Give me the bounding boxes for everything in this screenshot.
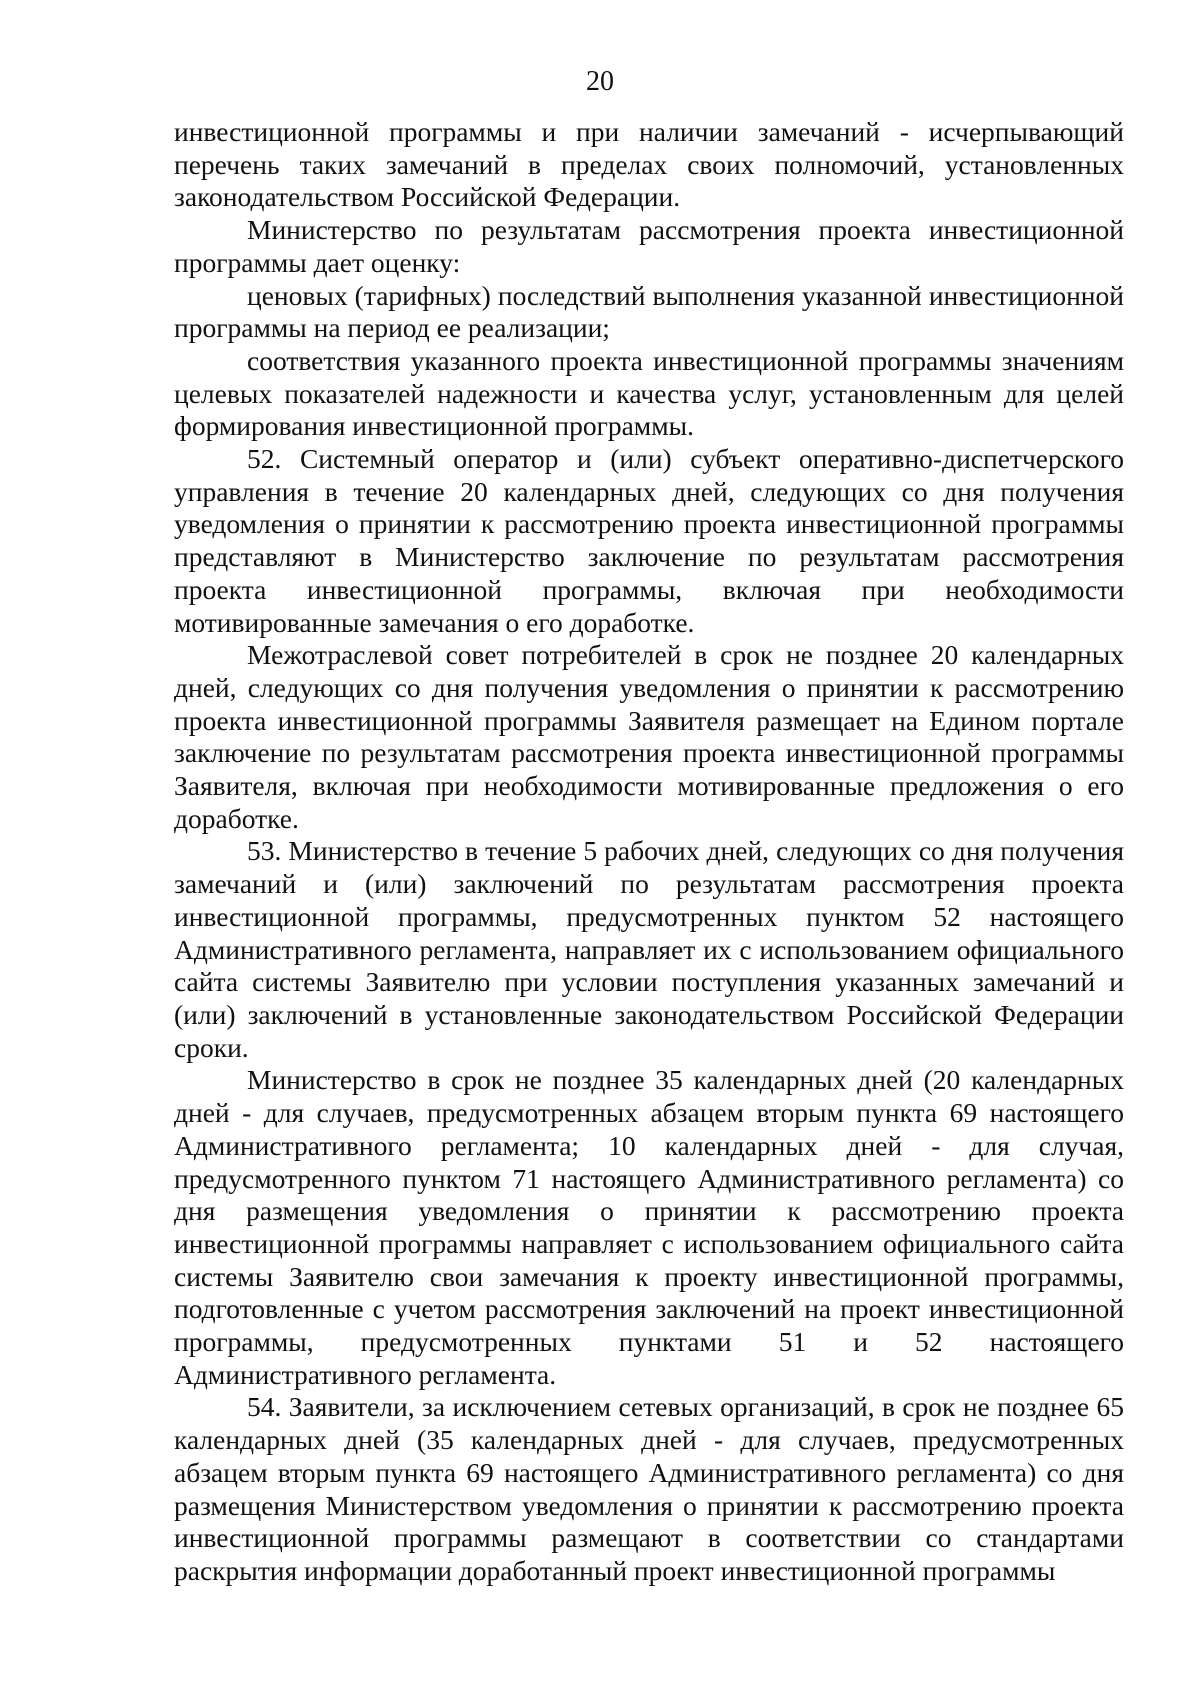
paragraph: соответствия указанного проекта инвестиционной программы значениям целевых показателей надежности и качества услуг, установленным для целей формирования инвестиционной программы. <box>174 344 1124 442</box>
paragraph: Межотраслевой совет потребителей в срок не позднее 20 календарных дней, следующих со дня получения уведомления о принятии к рассмотрению проекта инвестиционной программы Заявителя размещает на Едином портале заключение по результатам рассмотрения проекта инвестиционной программы Заявителя, включая при необходимости мотивированные предложения о его доработке. <box>174 639 1124 834</box>
paragraph-item-54: 54. Заявители, за исключением сетевых организаций, в срок не позднее 65 календарных дней (35 календарных дней - для случаев, предусмотренных абзацем вторым пункта 69 настоящего Административного регламента) со дня размещения Министерством уведомления о принятии к рассмотрению проекта инвестиционной программы размещают в соответствии со стандартами раскрытия информации доработанный проект инвестиционной программы <box>174 1391 1124 1586</box>
paragraph: Министерство в срок не позднее 35 календарных дней (20 календарных дней - для случаев, предусмотренных абзацем вторым пункта 69 настоящего Административного регламента; 10 календарных дней - для случая, предусмотренного пунктом 71 настоящего Административного регламента) со дня размещения уведомления о принятии к рассмотрению проекта инвестиционной программы направляет с использованием официального сайта системы Заявителю свои замечания к проекту инвестиционной программы, подготовленные с учетом рассмотрения заключений на проект инвестиционной программы, предусмотренных пунктами 51 и 52 настоящего Административного регламента. <box>174 1064 1124 1390</box>
paragraph-item-53: 53. Министерство в течение 5 рабочих дней, следующих со дня получения замечаний и (или) заключений по результатам рассмотрения проекта инвестиционной программы, предусмотренных пунктом 52 настоящего Административного регламента, направляет их с использованием официального сайта системы Заявителю при условии поступления указанных замечаний и (или) заключений в установленные законодательством Российской Федерации сроки. <box>174 835 1124 1063</box>
document-body <box>174 116 1124 1588</box>
paragraph-item-52: 52. Системный оператор и (или) субъект оперативно-диспетчерского управления в течение 20 календарных дней, следующих со дня получения уведомления о принятии к рассмотрению проекта инвестиционной программы представляют в Министерство заключение по результатам рассмотрения проекта инвестиционной программы, включая при необходимости мотивированные замечания о его доработке. <box>174 443 1124 638</box>
paragraph: ценовых (тарифных) последствий выполнения указанной инвестиционной программы на период ее реализации; <box>174 279 1124 344</box>
paragraph: Министерство по результатам рассмотрения проекта инвестиционной программы дает оценку: <box>174 214 1124 278</box>
page-number: 20 <box>586 66 614 97</box>
paragraph: инвестиционной программы и при наличии замечаний - исчерпывающий перечень таких замечаний в пределах своих полномочий, установленных законодательством Российской Федерации. <box>174 116 1124 213</box>
